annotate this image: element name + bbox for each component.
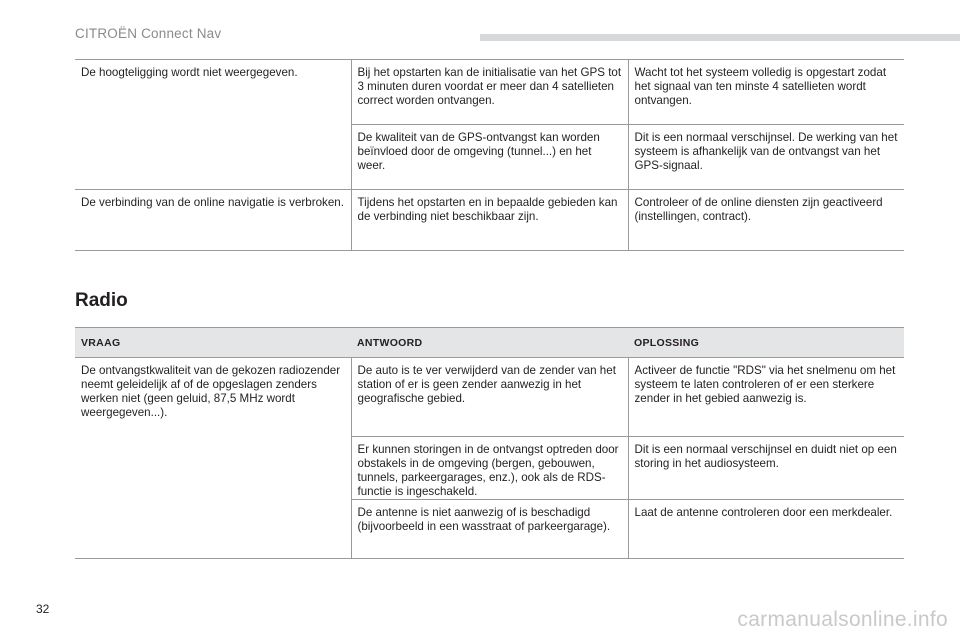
table-header-row [75,328,904,358]
document-header-title: CITROËN Connect Nav [75,26,222,41]
column-header-answer: ANTWOORD [351,328,628,358]
table-row [75,358,904,437]
question-cell: De ontvangstkwaliteit van de gekozen radiozender neemt geleidelijk af of de opgeslagen zenders werken niet (geen geluid, 87,5 MHz wordt weergegeven...). [75,358,351,559]
answer-cell: De auto is te ver verwijderd van de zender van het station of er is geen zender aanwezig in het geografische gebied. [351,358,628,437]
solution-cell: Activeer de functie "RDS" via het snelmenu om het systeem te laten controleren of er een sterkere zender in het gebied aanwezig is. [634,364,896,405]
solution-cell: Dit is een normaal verschijnsel. De werking van het systeem is afhankelijk van de ontvangst van het GPS-signaal. [628,125,904,190]
watermark-text: carmanualsonline.info [737,608,948,631]
question-cell: De hoogteligging wordt niet weergegeven. [75,60,351,190]
solution-cell: Wacht tot het systeem volledig is opgestart zodat het signaal van ten minste 4 satellieten wordt ontvangen. [634,66,887,107]
table-row [75,190,904,251]
column-header-solution: OPLOSSING [628,328,904,358]
page-number: 32 [36,602,50,616]
radio-section-title: Radio [75,290,128,311]
answer-cell: De kwaliteit van de GPS-ontvangst kan worden beïnvloed door de omgeving (tunnel...) en het weer. [351,125,628,190]
header-decorative-bar [480,34,960,41]
answer-cell: Bij het opstarten kan de initialisatie van het GPS tot 3 minuten duren voordat er meer dan 4 satellieten correct worden ontvangen. [351,60,628,125]
table-row [75,60,904,125]
gps-troubleshooting-table [75,59,904,251]
answer-cell: Er kunnen storingen in de ontvangst optreden door obstakels in de omgeving (bergen, gebouwen, tunnels, parkeergarages, enz.), ook als de RDS-functie is ingeschakeld. [351,437,628,500]
radio-troubleshooting-table [75,327,904,559]
question-cell: De verbinding van de online navigatie is verbroken. [75,190,351,251]
column-header-question: VRAAG [75,328,351,358]
solution-cell: Laat de antenne controleren door een merkdealer. [628,500,904,559]
answer-cell: Tijdens het opstarten en in bepaalde gebieden kan de verbinding niet beschikbaar zijn. [351,190,628,251]
answer-cell: De antenne is niet aanwezig of is beschadigd (bijvoorbeeld in een wasstraat of parkeergarage). [351,500,628,559]
solution-cell: Controleer of de online diensten zijn geactiveerd (instellingen, contract). [628,190,904,251]
solution-cell: Dit is een normaal verschijnsel en duidt niet op een storing in het audiosysteem. [628,437,904,500]
